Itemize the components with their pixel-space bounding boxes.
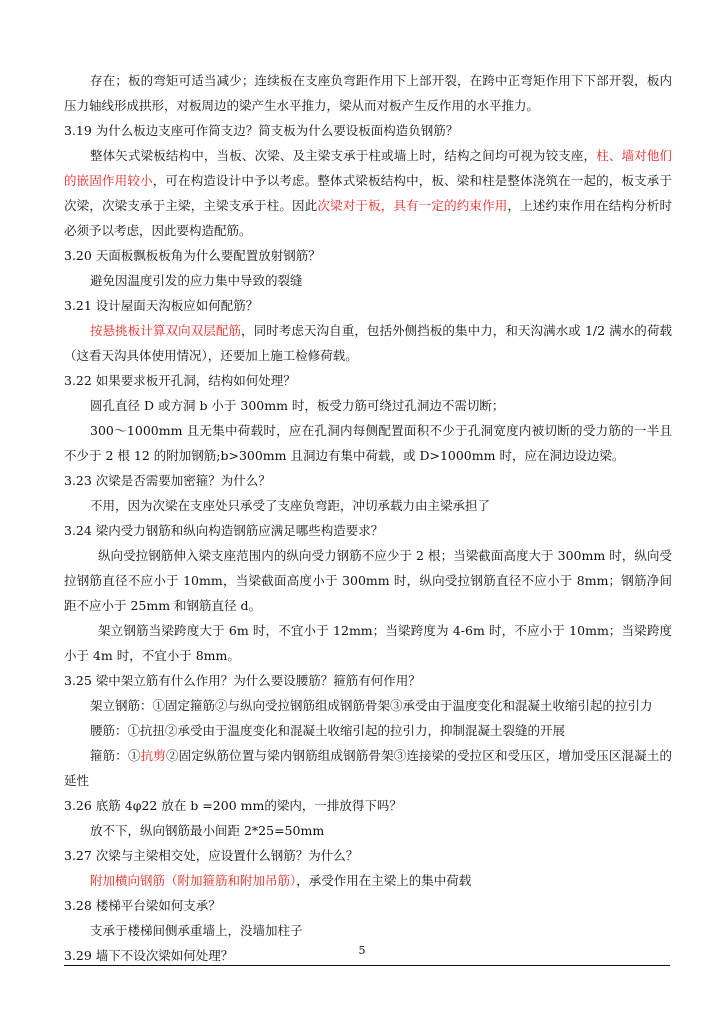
answer-3-25-a: 架立钢筋：①固定箍筋②与纵向受拉钢筋组成钢筋骨架③承受由于温度变化和混凝土收缩引起的拉引力 — [90, 698, 653, 713]
paragraph-continued: 存在；板的弯矩可适当减少；连续板在支座负弯距作用下上部开裂，在跨中正弯矩作用下下部开裂，板内压力轴线形成拱形，对板周边的梁产生水平推力，梁从而对板产生反作用的水平推力。 — [64, 73, 672, 113]
answer-3-20: 避免因温度引发的应力集中导致的裂缝 — [90, 273, 303, 288]
answer-text: 箍筋：① — [90, 748, 141, 763]
answer-3-23: 不用，因为次梁在支座处只承受了支座负弯距，冲切承载力由主梁承担了 — [90, 498, 491, 513]
question-3-23: 3.23 次梁是否需要加密箍？为什么？ — [64, 473, 271, 488]
question-3-29: 3.29 墙下不设次梁如何处理？ — [64, 948, 234, 963]
answer-text: ，上述约束作用在结构分析时必须予以考虑，因此要构造配筋。 — [64, 198, 672, 238]
answer-3-24-a: 纵向受拉钢筋伸入梁支座范围内的纵向受力钢筋不应少于 2 根；当梁截面高度大于 300mm 时，纵向受拉钢筋直径不应小于 10mm，当梁截面高度小于 300mm 时，纵向受拉钢筋直径不应小于 8mm；钢筋净间距不应小于 25mm 和钢筋直径 d。 — [64, 548, 672, 613]
footer-rule — [64, 965, 670, 966]
answer-3-27 — [64, 868, 672, 893]
highlight-text: 附加横向钢筋（附加箍筋和附加吊筋） — [90, 873, 297, 888]
question-3-20: 3.20 天面板飘板板角为什么要配置放射钢筋？ — [64, 248, 321, 263]
answer-3-24-b: 架立钢筋当梁跨度大于 6m 时，不宜小于 12mm；当梁跨度为 4-6m 时，不应小于 10mm；当梁跨度小于 4m 时，不宜小于 8mm。 — [64, 623, 672, 663]
answer-3-19 — [64, 143, 672, 243]
answer-3-25-b: 腰筋：①抗扭②承受由于温度变化和混凝土收缩引起的拉引力，抑制混凝土裂缝的开展 — [90, 723, 566, 738]
question-3-27: 3.27 次梁与主梁相交处，应设置什么钢筋？为什么？ — [64, 848, 359, 863]
highlight-text: 抗剪 — [140, 748, 166, 763]
question-3-21: 3.21 设计屋面天沟板应如何配筋？ — [64, 298, 259, 313]
question-3-22: 3.22 如果要求板开孔洞，结构如何处理？ — [64, 373, 296, 388]
question-3-24: 3.24 梁内受力钢筋和纵向构造钢筋应满足哪些构造要求？ — [64, 523, 384, 538]
answer-text: ②固定纵筋位置与梁内钢筋组成钢筋骨架③连接梁的受拉区和受压区，增加受压区混凝土的延性 — [64, 748, 672, 788]
question-3-25: 3.25 梁中架立筋有什么作用？为什么要设腰筋？箍筋有何作用？ — [64, 673, 421, 688]
document-body — [64, 68, 672, 968]
question-3-19: 3.19 为什么板边支座可作简支边？简支板为什么要设板面构造负钢筋？ — [64, 123, 459, 138]
answer-text: ，同时考虑天沟自重，包括外侧挡板的集中力，和天沟满水或 1/2 满水的荷载（这看天沟具体使用情况），还要加上施工检修荷载。 — [64, 323, 672, 363]
answer-text: ，可在构造设计中予以考虑。整体式梁板结构中，板、梁和柱是整体浇筑在一起的，板支承于次梁，次梁支承于主梁，主梁支承于柱。因此 — [64, 173, 672, 213]
highlight-text: 柱、墙对他们的嵌固作用较小 — [64, 148, 672, 188]
answer-3-21 — [64, 318, 672, 368]
answer-3-26: 放不下，纵向钢筋最小间距 2*25=50mm — [90, 823, 325, 838]
answer-3-22-a: 圆孔直径 D 或方洞 b 小于 300mm 时，板受力筋可绕过孔洞边不需切断； — [90, 398, 505, 413]
answer-3-28: 支承于楼梯间侧承重墙上，没墙加柱子 — [90, 923, 303, 938]
answer-3-22-b: 300～1000mm 且无集中荷载时，应在孔洞内每侧配置面积不少于孔洞宽度内被切断的受力筋的一半且不少于 2 根 12 的附加钢筋;b>300mm 且洞边有集中荷载，或 D>1000mm 时，应在洞边设边梁。 — [64, 423, 672, 463]
question-3-28: 3.28 楼梯平台梁如何支承？ — [64, 898, 221, 913]
highlight-text: 次梁对于板，具有一定的约束作用 — [317, 198, 508, 213]
highlight-text: 按悬挑板计算双向双层配筋 — [90, 323, 242, 338]
answer-text: 整体矢式梁板结构中，当板、次梁、及主梁支承于柱或墙上时，结构之间均可视为铰支座， — [90, 148, 597, 163]
question-3-26: 3.26 底筋 4φ22 放在 b =200 mm的梁内，一排放得下吗？ — [64, 798, 402, 813]
answer-3-25-c — [64, 743, 672, 793]
page-number: 5 — [358, 944, 366, 957]
answer-text: ，承受作用在主梁上的集中荷载 — [296, 873, 472, 888]
